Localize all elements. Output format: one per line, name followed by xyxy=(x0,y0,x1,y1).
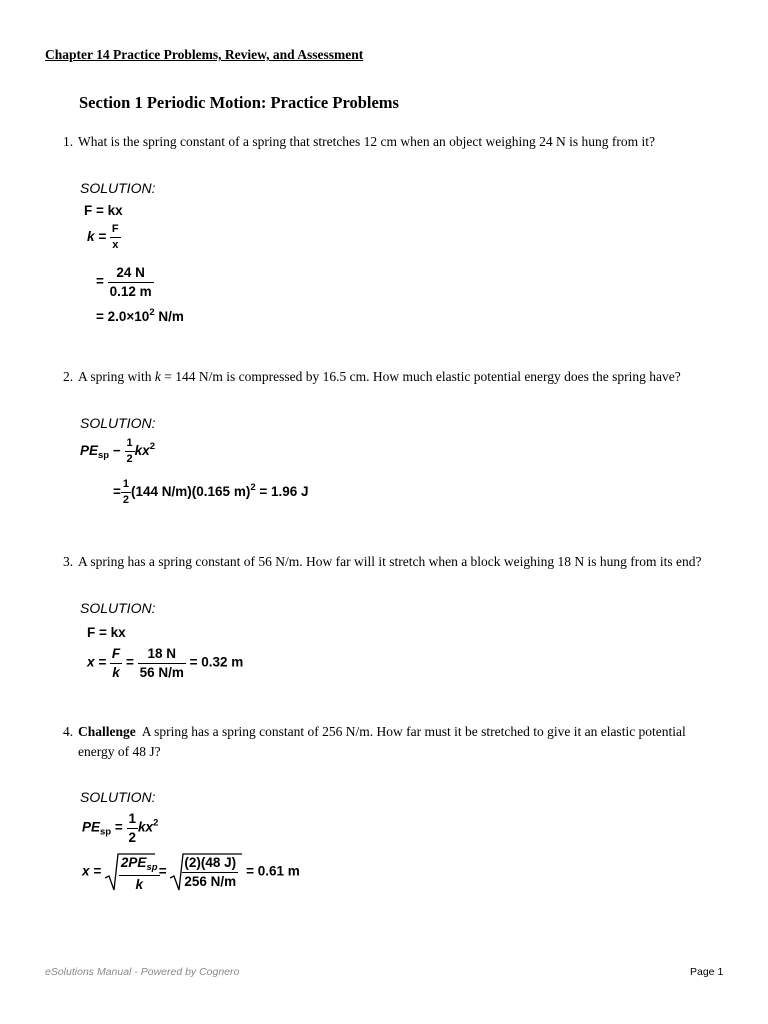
fraction xyxy=(121,479,131,506)
numerator xyxy=(119,856,160,876)
equation-text: kx xyxy=(134,443,150,459)
equation-text: kx xyxy=(138,819,154,835)
exponent: 2 xyxy=(149,307,155,318)
equation-text: 10 xyxy=(134,309,150,324)
result: = 0.61 m xyxy=(246,863,300,879)
numerator: F xyxy=(110,647,122,664)
chapter-title: Chapter 14 Practice Problems, Review, and Assessment xyxy=(45,47,364,62)
numerator: 18 N xyxy=(138,647,186,664)
fraction xyxy=(182,856,238,888)
problem-4 xyxy=(0,722,768,762)
unit: N/m xyxy=(158,309,184,324)
equation-line xyxy=(113,479,309,506)
square-root xyxy=(170,852,242,892)
exponent: 2 xyxy=(250,482,256,494)
fraction xyxy=(119,856,160,891)
fraction xyxy=(110,647,122,679)
equation-line: F = kx xyxy=(84,203,123,218)
numerator: 1 xyxy=(125,438,135,452)
problem-3 xyxy=(0,552,768,572)
equation-line: F = kx xyxy=(87,625,126,640)
solution-label: SOLUTION: xyxy=(80,415,156,431)
numerator: (2)(48 J) xyxy=(182,856,238,873)
fraction xyxy=(138,647,186,679)
problem-variable: k xyxy=(154,369,161,384)
denominator: x xyxy=(112,239,119,251)
fraction xyxy=(110,224,121,251)
fraction xyxy=(127,812,139,844)
denominator: 2 xyxy=(126,453,133,465)
subscript: sp xyxy=(98,450,110,462)
equation-text: PE xyxy=(80,443,99,459)
denominator: 2 xyxy=(128,829,137,845)
equation-text: PE xyxy=(82,819,101,835)
numerator-text: 2PE xyxy=(120,855,147,870)
problem-text-part: = 144 N/m is compressed by 16.5 cm. How much elastic potential energy does the spring have? xyxy=(160,369,681,384)
equation-text: x = xyxy=(82,863,102,879)
numerator: F xyxy=(110,224,121,238)
solution-label: SOLUTION: xyxy=(80,789,156,805)
equation-text: = xyxy=(113,484,121,500)
equation-line xyxy=(80,438,155,465)
exponent: 2 xyxy=(153,817,159,829)
equation-text: = 2.0 xyxy=(96,309,127,324)
problem-label: Challenge xyxy=(78,724,136,739)
equation-text: = xyxy=(125,654,134,670)
equation-line xyxy=(87,224,121,251)
equation-text: = xyxy=(158,863,167,879)
equation-text: k = xyxy=(87,229,107,245)
times-sign: × xyxy=(126,309,135,324)
problem-number: 2. xyxy=(63,369,74,384)
fraction xyxy=(125,438,135,465)
solution-label: SOLUTION: xyxy=(80,600,156,616)
equation-text: = xyxy=(114,819,123,835)
denominator: k xyxy=(112,664,120,680)
exponent: 2 xyxy=(149,441,155,453)
numerator: 24 N xyxy=(108,266,154,283)
equation-line xyxy=(96,266,154,298)
denominator: 256 N/m xyxy=(184,873,237,889)
denominator: 0.12 m xyxy=(109,283,152,299)
problem-number: 1. xyxy=(63,134,74,149)
problem-number: 4. xyxy=(63,724,74,739)
subscript: sp xyxy=(100,826,112,838)
numerator: 1 xyxy=(127,812,139,829)
problem-text: What is the spring constant of a spring that stretches 12 cm when an object weighing 24 N is hung from it? xyxy=(78,134,655,149)
problem-text xyxy=(78,722,718,762)
denominator: k xyxy=(135,876,143,892)
page-number: Page 1 xyxy=(690,966,724,978)
problem-text xyxy=(78,367,681,387)
problem-1 xyxy=(0,132,768,152)
equation-line xyxy=(82,852,300,892)
denominator: 2 xyxy=(122,494,130,506)
problem-2 xyxy=(0,367,768,387)
section-title: Section 1 Periodic Motion: Practice Problems xyxy=(79,93,399,112)
denominator: 56 N/m xyxy=(139,664,184,680)
numerator: 1 xyxy=(121,479,131,493)
result: = 1.96 J xyxy=(259,484,309,500)
equation-text: x = xyxy=(87,654,107,670)
equation-text: − xyxy=(112,443,121,459)
equation-line xyxy=(82,812,158,844)
equation-line xyxy=(96,308,184,324)
problem-text: A spring has a spring constant of 56 N/m. How far will it stretch when a block weighing 18 N is hung from its end? xyxy=(78,554,702,569)
equation-line xyxy=(87,647,243,679)
equation-text: = xyxy=(96,273,104,289)
result: = 0.32 m xyxy=(189,654,244,670)
problem-text-part: A spring with xyxy=(78,369,155,384)
square-root xyxy=(105,852,158,892)
subscript: sp xyxy=(146,862,158,873)
equation-text: (144 N/m)(0.165 m) xyxy=(131,484,251,500)
solution-label: SOLUTION: xyxy=(80,180,156,196)
footer-credit: eSolutions Manual - Powered by Cognero xyxy=(45,966,240,978)
fraction xyxy=(108,266,154,298)
problem-number: 3. xyxy=(63,554,74,569)
problem-text-part: A spring has a spring constant of 256 N/m. How far must it be stretched to give it an elastic potential energy of 48 J? xyxy=(78,724,686,759)
